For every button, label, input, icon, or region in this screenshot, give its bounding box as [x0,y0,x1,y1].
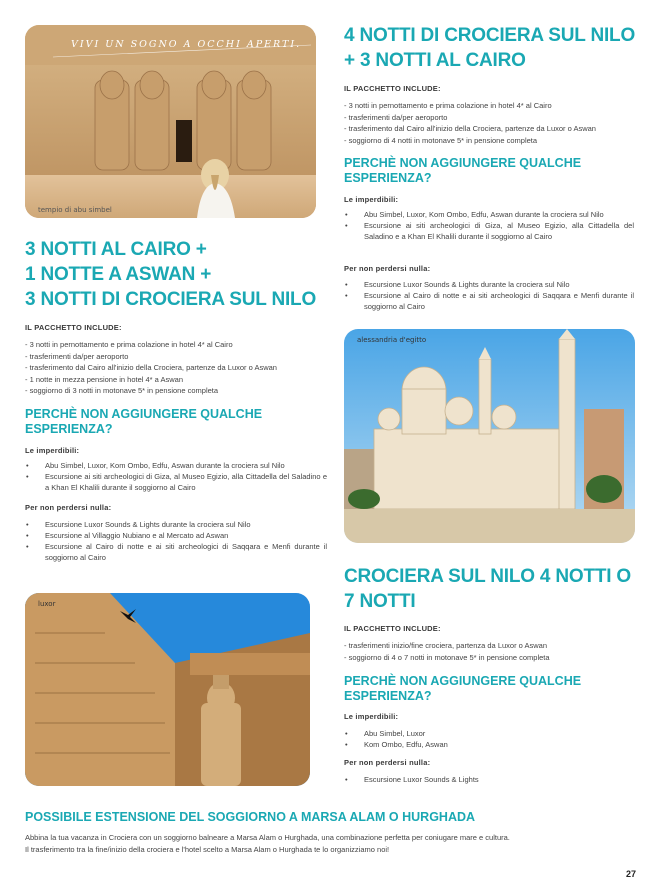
extension-text [25,832,510,855]
include-item: - trasferimento dal Cairo all'inizio della Crociera, partenze da Luxor o Aswan [25,363,277,372]
pkg-right-includes [344,100,596,146]
pkg-right-must-list [344,210,634,243]
pkg-left-includes-label: IL PACCHETTO INCLUDE: [25,323,122,332]
pkg-cruise-dont-list [344,775,634,786]
why-line-2: ESPERIENZA? [25,422,113,436]
mosque-illustration [344,329,635,543]
list-item: • Abu Simbel, Luxor, Kom Ombo, Edfu, Aswan durante la crociera sul Nilo [344,210,634,221]
list-item: • Escursione al Cairo di notte e ai siti archeologici di Saqqara e Menfi durante il soggiorno al Cairo [344,291,634,312]
list-item: • Kom Ombo, Edfu, Aswan [344,740,634,751]
pkg-right-title-1: 4 NOTTI DI CROCIERA SUL NILO [344,25,636,46]
pkg-cruise-dont-label: Per non perdersi nulla: [344,758,431,767]
pkg-cruise-must-list [344,729,634,751]
list-item: • Escursione ai siti archeologici di Giza, al Museo Egizio, alla Cittadella del Saladino e a Khan El Khalili durante il soggiorno al Cairo [344,221,634,242]
extension-title: POSSIBILE ESTENSIONE DEL SOGGIORNO A MARSA ALAM O HURGHADA [25,810,476,824]
pkg-right-dont-list [344,280,634,313]
pkg-right-title-2: + 3 NOTTI AL CAIRO [344,50,526,71]
pkg-left-dont-list [25,520,327,564]
list-item: • Escursione Luxor Sounds & Lights durante la crociera sul Nilo [25,520,327,531]
abu-simbel-caption: tempio di abu simbel [38,206,112,214]
pkg-left-title-1: 3 NOTTI AL CAIRO + [25,239,207,260]
luxor-photo [25,593,310,786]
pkg-left-dont-label: Per non perdersi nulla: [25,503,112,512]
alessandria-caption: alessandria d'egitto [357,336,427,344]
list-item: • Escursione ai siti archeologici di Giza, al Museo Egizio, alla Cittadella del Saladino e a Khan El Khalili durante il soggiorno al Cairo [25,472,327,493]
why-line-1: PERCHÈ NON AGGIUNGERE QUALCHE [25,407,263,421]
luxor-illustration [25,593,310,786]
alessandria-photo [344,329,635,543]
pkg-cruise-includes [344,640,550,663]
pkg-left-must-label: Le imperdibili: [25,446,80,455]
pkg-right-why-heading [344,156,581,186]
pkg-left-title-2: 1 NOTTE A ASWAN + [25,264,212,285]
list-item: • Abu Simbel, Luxor [344,729,634,740]
page-number: 27 [625,869,636,879]
include-item: - trasferimenti inizio/fine crociera, partenza da Luxor o Aswan [344,641,548,650]
list-item: • Abu Simbel, Luxor, Kom Ombo, Edfu, Aswan durante la crociera sul Nilo [25,461,327,472]
include-item: - soggiorno di 4 o 7 notti in motonave 5* in pensione completa [344,652,550,662]
pkg-right-dont-label: Per non perdersi nulla: [344,264,431,273]
pkg-left-title-3: 3 NOTTI DI CROCIERA SUL NILO [25,289,317,310]
why-line-2: ESPERIENZA? [344,689,432,703]
abu-simbel-overlay-text: VIVI UN SOGNO A OCCHI APERTI. [71,39,302,50]
extension-line-2: Il trasferimento tra la fine/inizio della crociera e l'hotel scelto a Marsa Alam o Hurghada te lo organizziamo noi! [25,844,390,854]
pkg-right-includes-label: IL PACCHETTO INCLUDE: [344,84,441,93]
include-item: - trasferimenti da/per aeroporto [344,112,448,122]
include-item: - 3 notti in pernottamento e prima colazione in hotel 4* al Cairo [25,340,233,349]
include-item: - trasferimento dal Cairo all'inizio della Crociera, partenze da Luxor o Aswan [344,124,596,133]
pkg-cruise-title-1: CROCIERA SUL NILO 4 NOTTI O [344,566,632,587]
why-line-1: PERCHÈ NON AGGIUNGERE QUALCHE [344,674,582,688]
pkg-cruise-must-label: Le imperdibili: [344,712,399,721]
include-item: - soggiorno di 4 notti in motonave 5* in pensione completa [344,135,538,145]
luxor-caption: luxor [38,600,56,608]
extension-line-1: Abbina la tua vacanza in Crociera con un soggiorno balneare a Marsa Alam o Hurghada, una combinazione perfetta per coniugare mare e cultura. [25,833,510,842]
include-item: - trasferimenti da/per aeroporto [25,351,129,361]
why-line-1: PERCHÈ NON AGGIUNGERE QUALCHE [344,156,582,170]
pkg-cruise-title-2: 7 NOTTI [344,591,416,612]
pkg-left-must-list [25,461,327,494]
pkg-left-includes [25,339,277,397]
list-item: • Escursione al Cairo di notte e ai siti archeologici di Saqqara e Menfi durante il soggiorno al Cairo [25,542,327,563]
pkg-left-why-heading [25,407,262,437]
list-item: • Escursione al Villaggio Nubiano e al Mercato ad Aswan [25,531,327,542]
abu-simbel-illustration [25,25,316,218]
list-item: • Escursione Luxor Sounds & Lights [344,775,634,786]
why-line-2: ESPERIENZA? [344,171,432,185]
include-item: - 3 notti in pernottamento e prima colazione in hotel 4* al Cairo [344,101,552,110]
pkg-right-must-label: Le imperdibili: [344,195,399,204]
list-item: • Escursione Luxor Sounds & Lights durante la crociera sul Nilo [344,280,634,291]
include-item: - 1 notte in mezza pensione in hotel 4* a Aswan [25,374,184,384]
pkg-cruise-why-heading [344,674,581,704]
abu-simbel-photo [25,25,316,218]
include-item: - soggiorno di 3 notti in motonave 5* in pensione completa [25,386,219,395]
pkg-cruise-includes-label: IL PACCHETTO INCLUDE: [344,624,441,633]
